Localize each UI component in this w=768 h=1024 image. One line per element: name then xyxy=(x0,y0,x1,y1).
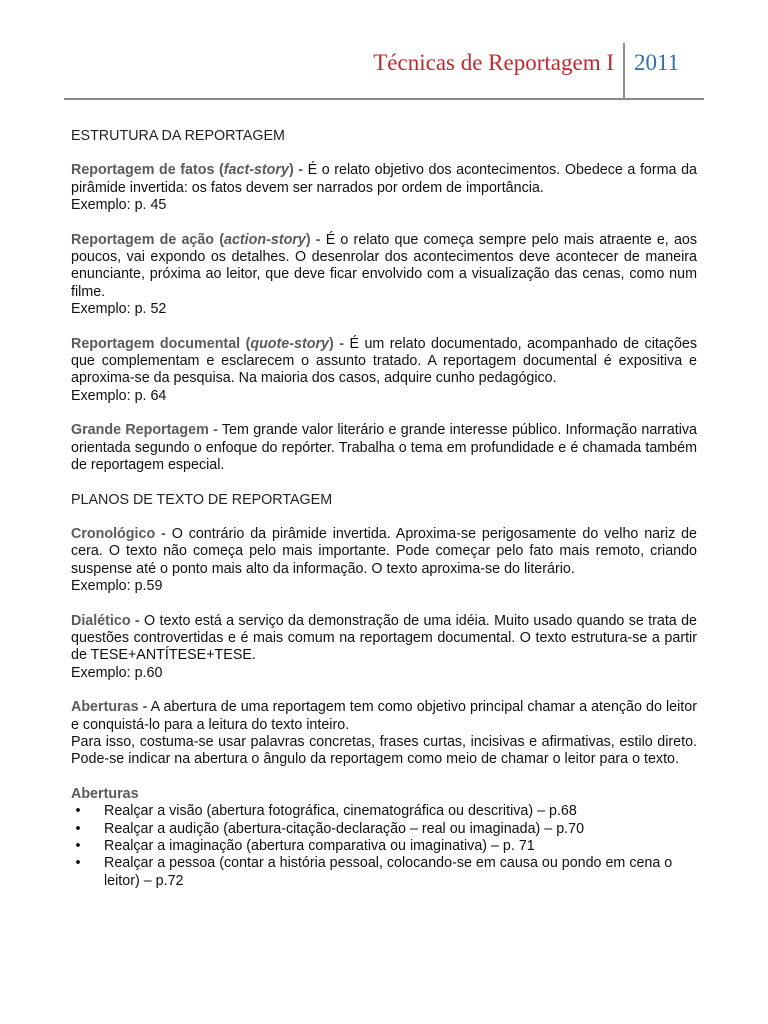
term-aberturas: Aberturas - xyxy=(71,699,148,716)
subheading-aberturas: Aberturas xyxy=(71,785,139,802)
header-divider-vertical xyxy=(623,43,625,99)
term-dialetico: Dialético - xyxy=(71,612,140,629)
bullet-icon: • xyxy=(75,855,81,872)
section-heading-estrutura: ESTRUTURA DA REPORTAGEM xyxy=(71,128,285,144)
document-title: Técnicas de Reportagem I xyxy=(373,50,614,75)
example-reference: Exemplo: p. 64 xyxy=(71,387,167,404)
list-item-text: Realçar a visão (abertura fotográfica, cinematográfica ou descritiva) – p.68 xyxy=(104,803,577,820)
list-item xyxy=(71,838,697,855)
term-fact-story: Reportagem de fatos (fact-story) - xyxy=(71,162,304,179)
example-reference: Exemplo: p. 52 xyxy=(71,301,167,318)
paragraph-text: É o relato objetivo dos acontecimentos. Obedece a forma da pirâmide invertida: os fatos devem ser narrados por ordem de importância. xyxy=(71,162,697,196)
paragraph-quote-story xyxy=(71,336,697,406)
example-reference: Exemplo: p.60 xyxy=(71,664,163,681)
document-body xyxy=(71,128,697,890)
paragraph-text: A abertura de uma reportagem tem como objetivo principal chamar a atenção do leitor e conquistá-lo para a leitura do texto inteiro. xyxy=(71,699,697,733)
section-heading-planos: PLANOS DE TEXTO DE REPORTAGEM xyxy=(71,491,333,508)
list-item xyxy=(71,803,697,820)
term-grande-reportagem: Grande Reportagem - xyxy=(71,422,218,439)
term-quote-story: Reportagem documental (quote-story) - xyxy=(71,335,344,352)
paragraph-text: Tem grande valor literário e grande interesse público. Informação narrativa orientada segundo o enfoque do repórter. Trabalha o tema em profundidade e é chamada também de reportagem especial. xyxy=(71,422,697,474)
term-action-story: Reportagem de ação (action-story) - xyxy=(71,231,321,248)
header-divider-horizontal xyxy=(64,98,704,100)
document-year: 2011 xyxy=(634,50,680,75)
paragraph-action-story xyxy=(71,232,697,319)
paragraph-aberturas xyxy=(71,699,697,769)
bullet-icon: • xyxy=(75,803,81,820)
list-item xyxy=(71,821,697,838)
term-cronologico: Cronológico - xyxy=(71,525,166,542)
list-item xyxy=(71,855,697,890)
example-reference: Exemplo: p. 45 xyxy=(71,197,167,214)
aberturas-list xyxy=(71,803,697,890)
paragraph-text: É um relato documentado, acompanhado de citações que complementam e esclarecem o assunto tratado. A reportagem documental é expositiva e aproxima-se da pesquisa. Na maioria dos casos, adquire cunho pedagógico. xyxy=(71,335,697,387)
list-item-text: Realçar a audição (abertura-citação-declaração – real ou imaginada) – p.70 xyxy=(104,820,585,837)
paragraph-text: O contrário da pirâmide invertida. Aproxima-se perigosamente do velho nariz de cera. O texto não começa pelo mais importante. Pode começar pelo fato mais remoto, criando suspense até o ponto mais alto da informação. O texto aproxima-se do literário. xyxy=(71,525,697,577)
paragraph-continuation: Para isso, costuma-se usar palavras concretas, frases curtas, incisivas e afirmativas, estilo direto. Pode-se indicar na abertura o ângulo da reportagem como meio de chamar o leitor para o texto. xyxy=(71,733,697,768)
paragraph-grande-reportagem xyxy=(71,422,697,474)
paragraph-text: É o relato que começa sempre pelo mais atraente e, aos poucos, vai expondo os detalhes. O desenrolar dos acontecimentos deve acontecer de maneira enunciante, próxima ao leitor, que deve ficar envolvido com a visualização das cenas, como num filme. xyxy=(71,231,697,300)
bullet-icon: • xyxy=(75,838,81,854)
paragraph-dialetico xyxy=(71,613,697,683)
paragraph-text: O texto está a serviço da demonstração de uma idéia. Muito usado quando se trata de questões controvertidas e é mais comum na reportagem documental. O texto estrutura-se a partir de TESE+ANTÍTESE+TESE. xyxy=(71,612,697,664)
bullet-icon: • xyxy=(75,820,81,837)
list-item-text: Realçar a pessoa (contar a história pessoal, colocando-se em causa ou pondo em cena o leitor) – p.72 xyxy=(104,855,673,889)
example-reference: Exemplo: p.59 xyxy=(71,578,163,595)
paragraph-fact-story xyxy=(71,162,697,214)
list-item-text: Realçar a imaginação (abertura comparativa ou imaginativa) – p. 71 xyxy=(104,838,535,854)
paragraph-cronologico xyxy=(71,526,697,596)
